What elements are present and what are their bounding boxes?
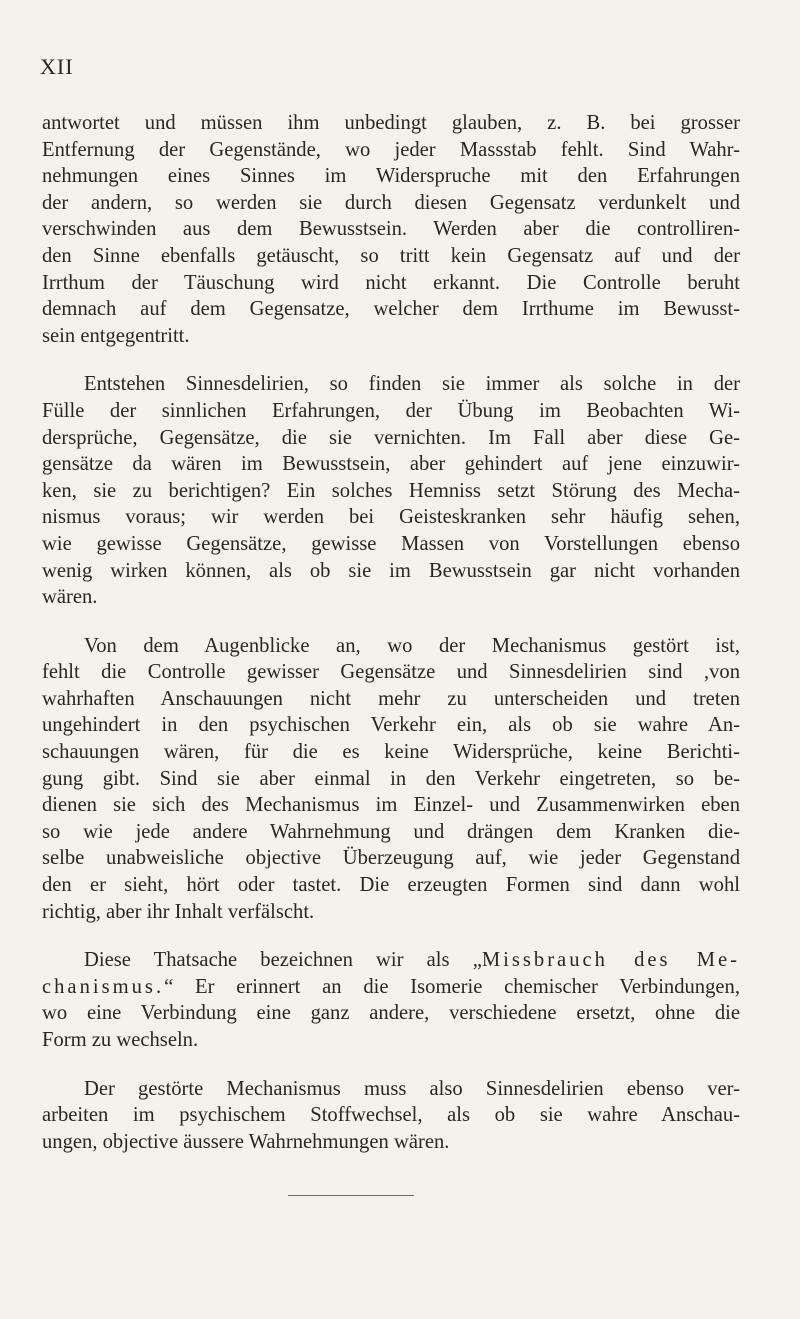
text-line: Irrthum der Täuschung wird nicht erkannt. Die Controlle beruht (42, 271, 740, 294)
text-line: der andern, so werden sie durch diesen Gegensatz verdunkelt und (42, 191, 740, 214)
text-line (42, 974, 740, 1001)
text-line: Form zu wechseln. (42, 1029, 199, 1051)
text-line: nehmungen eines Sinnes im Widerspruche mit den Erfahrungen (42, 165, 740, 188)
text-line: wenig wirken können, als ob sie im Bewusstsein gar nicht vorhanden (42, 559, 740, 582)
text-run: “ Er erinnert an die Isomerie chemischer Verbindungen, (164, 975, 740, 998)
text-line: wo eine Verbindung eine ganz andere, verschiedene ersetzt, ohne die (42, 1002, 740, 1025)
text-line: gung gibt. Sind sie aber einmal in den Verkehr eingetreten, so be- (42, 767, 740, 790)
text-line: Entstehen Sinnesdelirien, so finden sie immer als solche in der (84, 373, 740, 396)
text-line: den er sieht, hört oder tastet. Die erzeugten Formen sind dann wohl (42, 874, 740, 897)
paragraph-4 (42, 947, 740, 1053)
text-line: sein entgegentritt. (42, 324, 190, 347)
text-line: antwortet und müssen ihm unbedingt glauben, z. B. bei grosser (42, 112, 740, 134)
text-line: wären. (42, 586, 98, 609)
text-line: nismus voraus; wir werden bei Geisteskranken sehr häufig sehen, (42, 506, 740, 529)
paragraph-2 (42, 371, 740, 610)
text-line: dersprüche, Gegensätze, die sie vernichten. Im Fall aber diese Ge- (42, 426, 740, 449)
emphasis-spaced: chanismus. (42, 975, 165, 998)
text-line: fehlt die Controlle gewisser Gegensätze und Sinnesdelirien sind ,von (42, 661, 740, 684)
text-line (42, 947, 740, 974)
text-line: ungehindert in den psychischen Verkehr ein, als ob sie wahre An- (42, 714, 740, 737)
text-line: den Sinne ebenfalls getäuscht, so tritt kein Gegensatz auf und der (42, 244, 740, 267)
text-line: ken, sie zu berichtigen? Ein solches Hemniss setzt Störung des Mecha- (42, 479, 740, 502)
text-line: schauungen wären, für die es keine Widersprüche, keine Berichti- (42, 741, 740, 764)
text-line: Fülle der sinnlichen Erfahrungen, der Übung im Beobachten Wi- (42, 399, 740, 422)
paragraph-5 (42, 1076, 740, 1156)
paragraph-3 (42, 633, 740, 926)
page-number: XII (40, 54, 74, 79)
text-line: wie gewisse Gegensätze, gewisse Massen von Vorstellungen ebenso (42, 532, 740, 555)
text-line: Entfernung der Gegenstände, wo jeder Massstab fehlt. Sind Wahr- (42, 138, 740, 161)
text-run: Diese Thatsache bezeichnen wir als „ (84, 949, 482, 972)
text-line: so wie jede andere Wahrnehmung und drängen dem Kranken die- (42, 820, 740, 843)
text-line: gensätze da wären im Bewusstsein, aber gehindert auf jene einzuwir- (42, 453, 740, 476)
text-line: selbe unabweisliche objective Überzeugung auf, wie jeder Gegenstand (42, 847, 740, 870)
text-line: wahrhaften Anschauungen nicht mehr zu unterscheiden und treten (42, 687, 740, 710)
text-line: demnach auf dem Gegensatze, welcher dem Irrthume im Bewusst- (42, 298, 740, 321)
text-line: Von dem Augenblicke an, wo der Mechanismus gestört ist, (84, 634, 740, 657)
text-line: Der gestörte Mechanismus muss also Sinnesdelirien ebenso ver- (84, 1077, 740, 1100)
text-line: arbeiten im psychischem Stoffwechsel, als ob sie wahre Anschau- (42, 1104, 740, 1127)
text-line: ungen, objective äussere Wahrnehmungen wären. (42, 1130, 450, 1153)
body-text (42, 110, 740, 1155)
text-line: verschwinden aus dem Bewusstsein. Werden aber die controlliren- (42, 218, 740, 241)
emphasis-spaced: Missbrauch des Me- (481, 949, 741, 972)
text-line: dienen sie sich des Mechanismus im Einzel- und Zusammenwirken eben (42, 794, 740, 817)
paragraph-1 (42, 110, 740, 349)
section-end-rule (288, 1195, 414, 1196)
text-line: richtig, aber ihr Inhalt verfälscht. (42, 900, 315, 923)
